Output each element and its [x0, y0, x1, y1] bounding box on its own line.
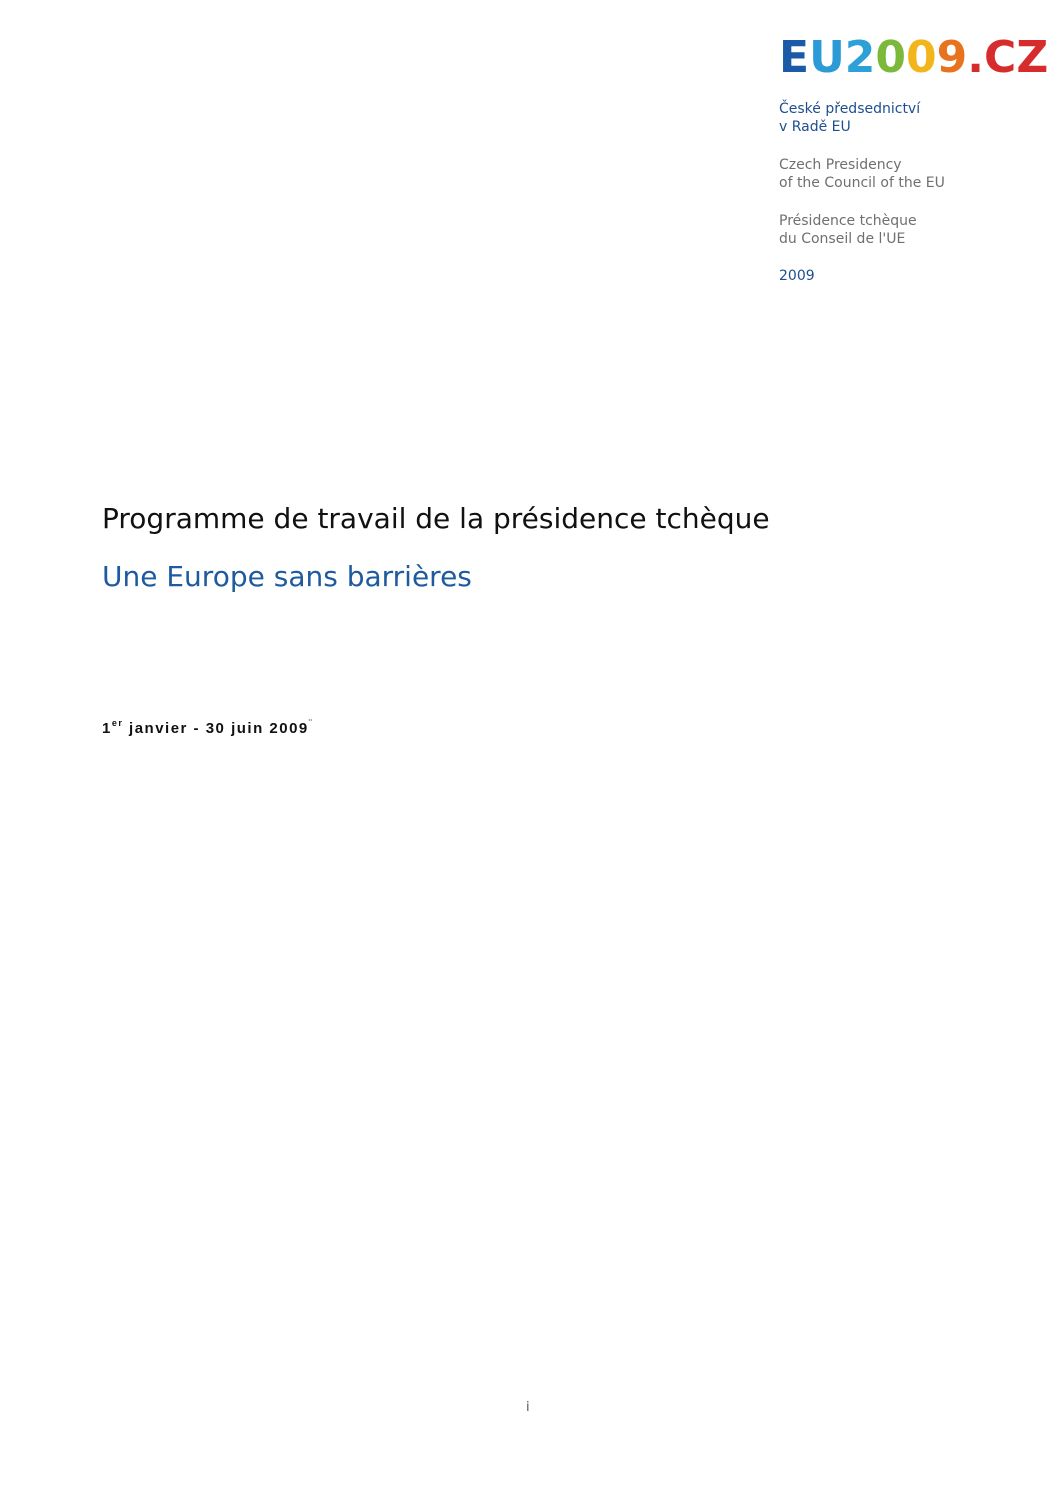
presidency-french-line-2: du Conseil de l'UE [779, 231, 906, 247]
logo-letter: . [967, 32, 985, 83]
logo-letter: U [809, 32, 845, 83]
presidency-czech [779, 100, 920, 136]
dates-day: 1 [102, 720, 112, 737]
document-title: Programme de travail de la présidence tchèque [102, 502, 770, 535]
logo-letter: 0 [906, 32, 937, 83]
presidency-french-line-1: Présidence tchèque [779, 213, 917, 229]
logo-letter: C [984, 32, 1017, 83]
presidency-english-line-2: of the Council of the EU [779, 175, 945, 191]
dates-ordinal-suffix: er [111, 718, 124, 728]
presidency-year: 2009 [779, 268, 815, 284]
dates-range: janvier - 30 juin 2009 [123, 720, 309, 737]
presidency-czech-line-1: České předsednictví [779, 101, 921, 117]
presidency-czech-line-2: v Radě EU [779, 119, 851, 135]
logo-letter: E [779, 32, 810, 83]
logo-letter: 0 [875, 32, 907, 83]
presidency-french [779, 212, 917, 248]
presidency-english-line-1: Czech Presidency [779, 157, 902, 173]
logo-letter: 9 [936, 32, 968, 83]
document-subtitle: Une Europe sans barrières [102, 560, 472, 593]
page-number: i [526, 1400, 530, 1415]
presidency-dates [102, 719, 313, 739]
eu2009-logo [779, 32, 1049, 83]
presidency-english [779, 156, 945, 192]
logo-letter: 2 [844, 32, 876, 83]
dates-footnote-mark: ¨ [308, 718, 314, 728]
logo-letter: Z [1016, 32, 1049, 83]
